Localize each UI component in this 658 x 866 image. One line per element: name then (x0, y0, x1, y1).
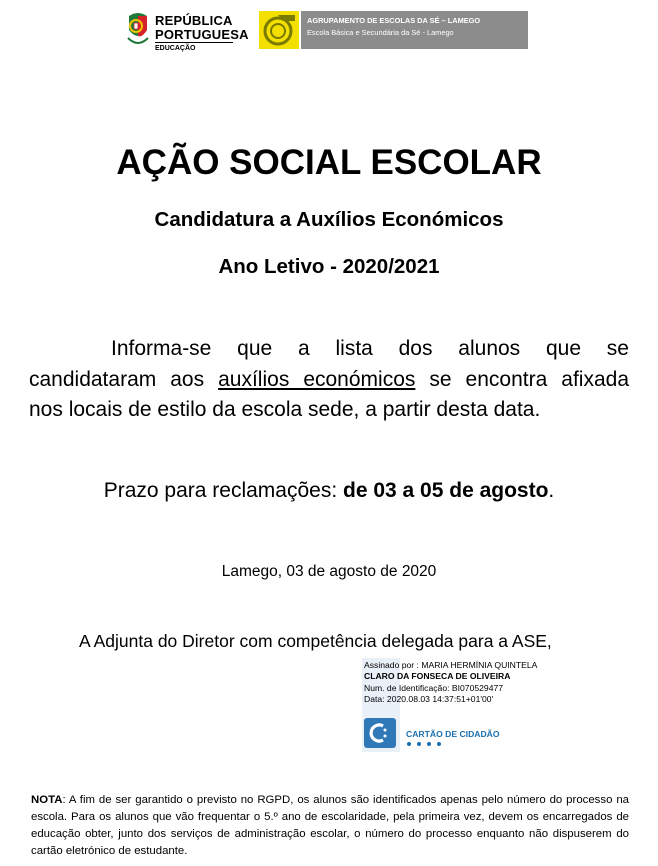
page-title: AÇÃO SOCIAL ESCOLAR (116, 143, 542, 182)
logo-divider (155, 42, 233, 43)
note-text: : A fim de ser garantido o previsto no RGPD, os alunos são identificados apenas pelo número do processo na escola. Para os alunos que vão frequentar o 5.º ano de escolaridade, pela primeira vez, devem os encarregados de educação obter, junto dos serviços de administração escolar, o número do processo enquanto não dispuserem do cartão eletrónico de estudante. (31, 794, 629, 857)
signature-signed-by: Assinado por : MARIA HERMÍNIA QUINTELA (364, 660, 538, 670)
deadline-dates: de 03 a 05 de agosto (343, 479, 549, 502)
auxilios-economicos-underlined: auxílios económicos (218, 368, 416, 391)
logo-text-portuguesa: PORTUGUESA (155, 27, 249, 42)
gdpr-note (31, 792, 629, 860)
school-year: Ano Letivo - 2020/2021 (218, 255, 440, 278)
announcement-text: candidataram aos (29, 368, 219, 391)
signature-date: Data: 2020.08.03 14:37:51+01'00' (364, 694, 494, 704)
claim-deadline (0, 479, 658, 503)
deadline-period: . (548, 479, 555, 502)
place-date: Lamego, 03 de agosto de 2020 (221, 563, 437, 580)
school-group-logo (259, 11, 528, 49)
signature-name: CLARO DA FONSECA DE OLIVEIRA (364, 671, 511, 681)
logo-text-educacao: EDUCAÇÃO (155, 45, 196, 52)
announcement-line-1: Informa-se que a lista dos alunos que se (111, 337, 629, 360)
announcement-line-2 (29, 365, 629, 395)
note-label: NOTA (31, 794, 63, 806)
card-dots-icon (406, 741, 466, 747)
signer-title: A Adjunta do Diretor com competência delegada para a ASE, (79, 631, 552, 651)
announcement-text: se encontra afixada (415, 368, 629, 391)
announcement-line-3: nos locais de estilo da escola sede, a partir desta data. (29, 398, 541, 421)
republica-portuguesa-logo (125, 12, 249, 56)
cartao-cidadao-label: CARTÃO DE CIDADÃO (406, 729, 500, 739)
coat-of-arms-icon (125, 12, 151, 48)
logo-text-republica: REPÚBLICA (155, 13, 233, 28)
school-name: Escola Básica e Secundária da Sé - Lamego (307, 28, 454, 37)
page-subtitle: Candidatura a Auxílios Económicos (154, 208, 504, 231)
signature-id-number: Num. de Identificação: BI070529477 (364, 683, 504, 693)
cartao-cidadao-icon (364, 718, 396, 748)
digital-signature (362, 658, 562, 754)
school-emblem-icon (259, 11, 299, 49)
school-group-name: AGRUPAMENTO DE ESCOLAS DA SÉ – LAMEGO (307, 16, 481, 25)
deadline-label: Prazo para reclamações: (103, 479, 343, 502)
